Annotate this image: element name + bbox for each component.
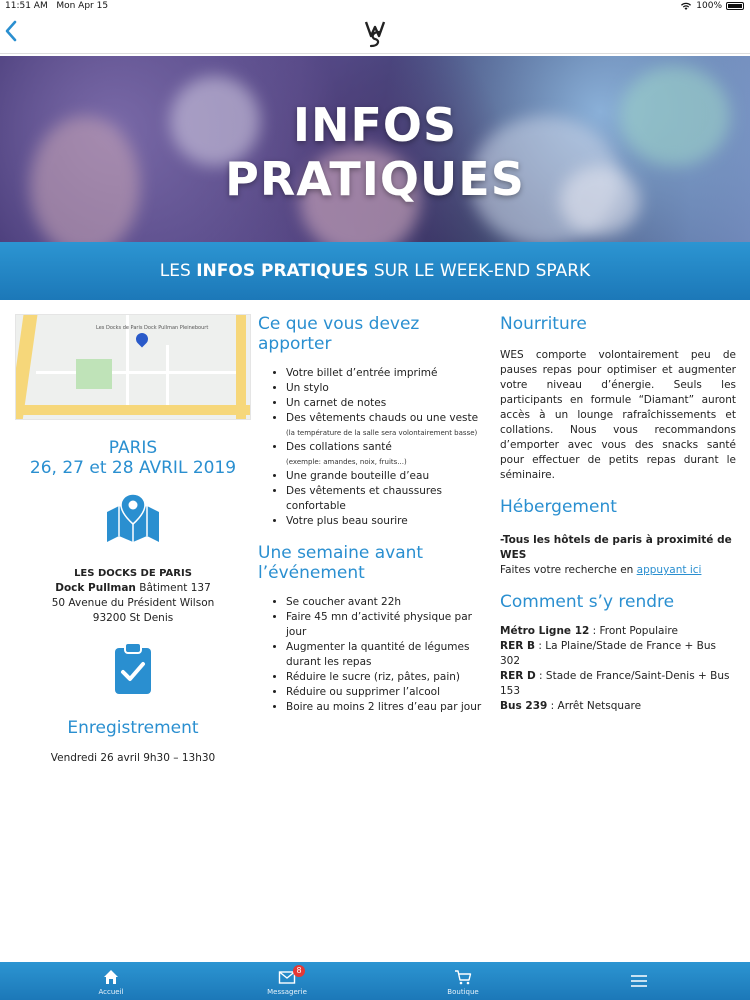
week-before-title: Une semaine avant l’événement (258, 543, 424, 583)
list-item: • Augmenter la quantité de légumes durant les repas (286, 640, 490, 670)
transport-item: RER B : La Plaine/Stade de France + Bus 302 (500, 640, 716, 667)
tab-shop[interactable]: Boutique (423, 962, 503, 1000)
list-item: • Se coucher avant 22h (286, 595, 490, 610)
location-map[interactable] (15, 314, 251, 420)
hero-banner (0, 56, 750, 242)
transport-item: Métro Ligne 12 : Front Populaire (500, 625, 678, 637)
venue-address (15, 566, 251, 626)
back-button[interactable] (4, 20, 24, 46)
map-pin-icon (134, 331, 151, 348)
home-icon (102, 968, 120, 986)
navigation-bar (0, 14, 750, 54)
map-icon (105, 492, 161, 548)
tab-bar (0, 962, 750, 1000)
lodging-info (500, 533, 736, 578)
map-label: Les Docks de Paris Dock Pullman Pleinebourt (96, 325, 209, 331)
list-item: • Boire au moins 2 litres d’eau par jour (286, 700, 490, 715)
left-column (15, 314, 251, 764)
section-banner: LES INFOS PRATIQUES SUR LE WEEK-END SPARK (0, 242, 750, 300)
hamburger-menu-icon (630, 972, 648, 990)
transport-item: RER D : Stade de France/Saint-Denis + Bus 153 (500, 670, 730, 697)
week-before-list (286, 595, 490, 715)
list-item: • Un carnet de notes (286, 396, 490, 411)
cart-icon (454, 968, 472, 986)
lodging-bold: -Tous les hôtels de paris à proximité de WES (500, 534, 732, 561)
list-item-note: (exemple: amandes, noix, fruits...) (286, 458, 407, 466)
list-item: • Votre billet d’entrée imprimé (286, 366, 490, 381)
tab-home[interactable]: Accueil (71, 962, 151, 1000)
venue-street: 50 Avenue du Président Wilson (51, 597, 215, 609)
status-right (680, 1, 744, 11)
banner-bold: INFOS PRATIQUES (196, 261, 369, 281)
chevron-left-icon (4, 20, 18, 42)
wifi-icon (680, 2, 692, 11)
venue-building: Bâtiment 137 (135, 582, 211, 594)
middle-column (258, 314, 490, 715)
hero-title-line1: INFOS (292, 98, 458, 152)
bring-list (286, 366, 490, 529)
venue-city: 93200 St Denis (92, 612, 174, 624)
list-item: • Un stylo (286, 381, 490, 396)
hero-title (0, 98, 750, 206)
tab-messages[interactable]: 8 Messagerie (267, 966, 307, 996)
wes-logo (362, 18, 388, 50)
messages-badge: 8 (293, 965, 305, 977)
event-city: PARIS (108, 438, 158, 458)
list-item: • Votre plus beau sourire (286, 514, 490, 529)
lodging-text: Faites votre recherche en (500, 564, 637, 576)
event-dates: 26, 27 et 28 AVRIL 2019 (29, 458, 237, 478)
list-item: • Des vêtements chauds ou une veste (la température de la salle sera volontairement basse) (286, 411, 490, 440)
registration-time: Vendredi 26 avril 9h30 – 13h30 (50, 752, 216, 764)
right-column (500, 314, 736, 714)
list-item: • Des collations santé (exemple: amandes, noix, fruits...) (286, 440, 490, 469)
venue-dock: Dock Pullman (55, 582, 136, 594)
transport-list (500, 624, 736, 714)
registration-title: Enregistrement (67, 718, 199, 738)
list-item: • Réduire ou supprimer l’alcool (286, 685, 490, 700)
status-bar (0, 0, 750, 14)
transport-item: Bus 239 : Arrêt Netsquare (500, 700, 642, 712)
bring-title: Ce que vous devez apporter (258, 314, 420, 354)
clipboard-check-icon (105, 640, 161, 696)
venue-name: LES DOCKS DE PARIS (74, 568, 192, 579)
list-item: • Des vêtements et chaussures confortable (286, 484, 490, 514)
food-title: Nourriture (500, 314, 587, 334)
battery-icon (726, 2, 744, 10)
list-item-note: (la température de la salle sera volontairement basse) (286, 429, 478, 437)
lodging-link[interactable]: appuyant ici (636, 564, 702, 576)
battery-percent: 100% (696, 1, 722, 11)
list-item: • Une grande bouteille d’eau (286, 469, 490, 484)
tab-menu[interactable] (599, 962, 679, 1000)
food-text: WES comporte volontairement peu de pauses repas pour optimiser et augmenter votre niveau d’énergie. Seuls les participants en formule “Diamant” auront accès à un lounge rafraîchissements et collations. Nous vous recommandons d’emporter avec vous des snacks santé pour effectuer de petits repas durant le séminaire. (500, 349, 736, 481)
list-item: • Faire 45 mn d’activité physique par jour (286, 610, 490, 640)
lodging-title: Hébergement (500, 497, 617, 517)
list-item: • Réduire le sucre (riz, pâtes, pain) (286, 670, 490, 685)
status-time: 11:51 AM Mon Apr 15 (5, 1, 109, 11)
transport-title: Comment s’y rendre (500, 592, 675, 612)
hero-title-line2: PRATIQUES (225, 152, 525, 206)
